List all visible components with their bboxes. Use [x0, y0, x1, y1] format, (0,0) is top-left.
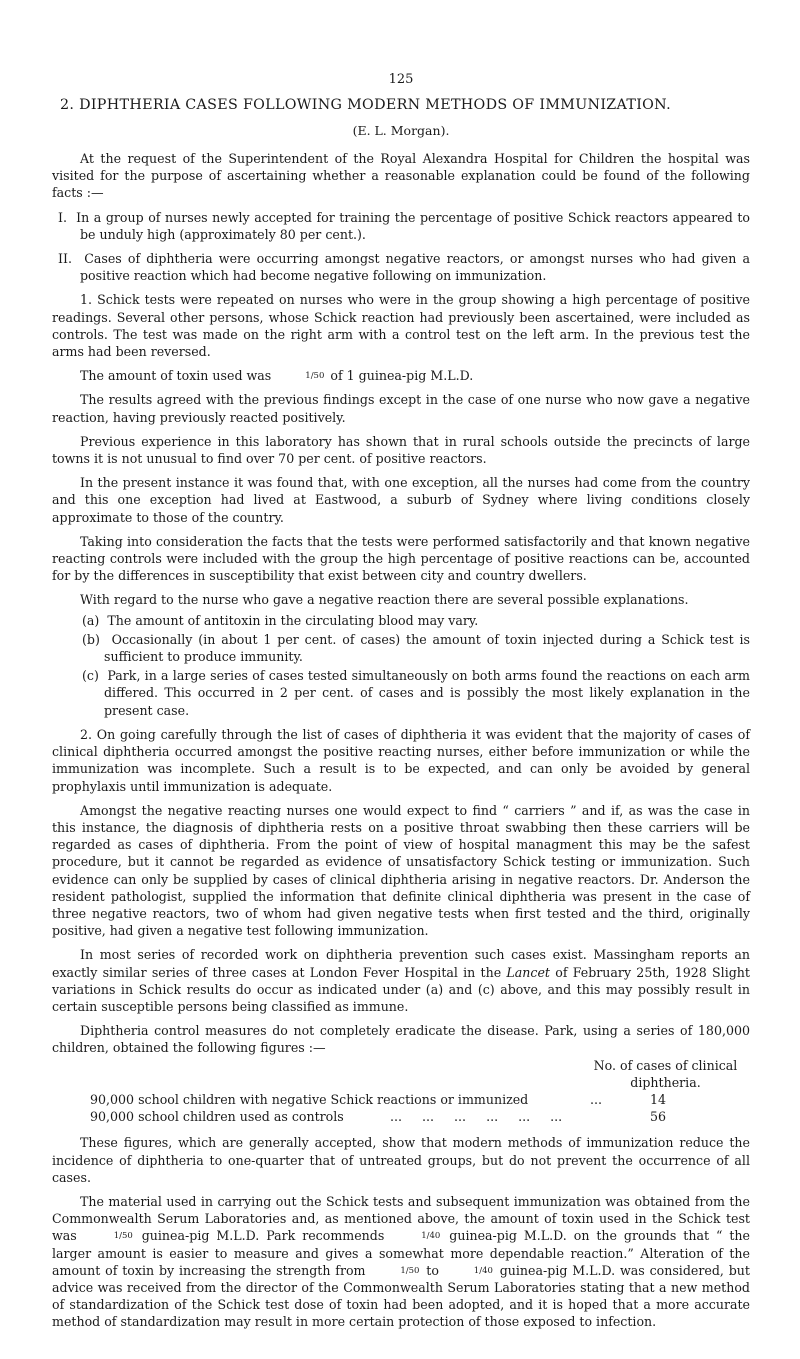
park-figures-table [52, 1057, 750, 1126]
paragraph-control-measures: Diphtheria control measures do not completely eradicate the disease. Park, using a series of 180,000 children, obtained the following figures :— [52, 1023, 750, 1056]
intro-paragraph: At the request of the Superintendent of the Royal Alexandra Hospital for Children the hospital was visited for the purpose of ascertaining whether a reasonable explanation could be found of the following facts :— [52, 151, 750, 201]
paragraph-toxin-amount: The amount of toxin used was 1/50 of 1 guinea-pig M.L.D. [80, 368, 474, 384]
explanation-c: (c) Park, in a large series of cases tested simultaneously on both arms found the reactions on each arm differed. This occurred in 2 per cent. of cases and is possibly the most likely explanation in the present case. [82, 668, 750, 718]
fraction: 1/40 [473, 1265, 493, 1276]
paragraph-results: The results agreed with the previous findings except in the case of one nurse who now gave a negative reaction, having previously reacted positively. [52, 392, 750, 425]
paragraph-case-list: 2. On going carefully through the list of cases of diphtheria it was evident that the majority of cases of clinical diphtheria occurred amongst the positive reacting nurses, either before immunization or while the immunization was incomplete. Such a result is to be expected, and can only be avoided by general prophylaxis until immunization is adequate. [52, 726, 750, 794]
paragraph-figures-accepted: These figures, which are generally accepted, show that modern methods of immunization reduce the incidence of diphtheria to one-quarter that of untreated groups, but do not prevent the occurrence of all cases. [52, 1135, 750, 1185]
article-author: (E. L. Morgan). [352, 123, 450, 138]
fraction: 1/50 [113, 1231, 133, 1242]
fraction: 1/40 [421, 1231, 441, 1242]
page-number: 125 [388, 72, 414, 87]
article-title: 2. DIPHTHERIA CASES FOLLOWING MODERN METHODS OF IMMUNIZATION. [60, 97, 671, 113]
fraction: 1/50 [400, 1265, 420, 1276]
paragraph-consideration: Taking into consideration the facts that the tests were performed satisfactorily and that known negative reacting controls were included with the group the high percentage of positive reactions can be, accounted for by the differences in susceptibility that exist between city and country dwellers. [52, 533, 750, 584]
fraction: 1/50 [305, 371, 325, 382]
paragraph-present-instance: In the present instance it was found that, with one exception, all the nurses had come from the country and this one exception had lived at Eastwood, a suburb of Sydney where living conditions closely approximate to those of the country. [52, 475, 750, 525]
paragraph-recorded-work: In most series of recorded work on diphtheria prevention such cases exist. Massingham reports an exactly similar series of three cases at London Fever Hospital in the Lancet of February 25th, 1928 Slight variations in Schick results do occur as indicated under (a) and (c) above, and this may possibly result in certain susceptible persons being classified as immune. [52, 947, 750, 1014]
paragraph-carriers: Amongst the negative reacting nurses one would expect to find “ carriers ” and if, as was the case in this instance, the diagnosis of diphtheria rests on a positive throat swabbing then these carriers will be regarded as cases of diphtheria. From the point of view of hospital managment this may be the safest procedure, but it cannot be regarded as evidence of unsatisfactory Schick testing or immunization. Such evidence can only be supplied by cases of clinical diphtheria arising in negative reactors. Dr. Anderson the resident pathologist, supplied the information that definite clinical diphtheria was present in the case of three negative reactors, two of whom had given negative tests when first tested and the third, originally positive, had given a negative test following immunization. [52, 802, 750, 939]
journal-name: Lancet [506, 964, 550, 980]
fact-2: II. Cases of diphtheria were occurring amongst negative reactors, or amongst nurses who had given a positive reaction which had become negative following on immunization. [58, 251, 750, 284]
table-row: 90,000 school children with negative Schick reactions or immunized ... 14 [90, 1091, 667, 1107]
table-header: No. of cases of clinical diphtheria. [593, 1057, 738, 1090]
paragraph-previous-experience: Previous experience in this laboratory has shown that in rural schools outside the precincts of large towns it is not unusual to find over 70 per cent. of positive reactors. [52, 433, 750, 467]
paragraph-material: The material used in carrying out the Schick tests and subsequent immunization was obtained from the Commonwealth Serum Laboratories and, as mentioned above, the amount of toxin used in the Schick test was 1/50 guinea-pig M.L.D. Park recommends 1/40 guinea-pig M.L.D. on the grounds that “ the larger amount is easier to measure and gives a somewhat more dependable reaction.” Alteration of the amount of toxin by increasing the strength from 1/50 to 1/40 guinea-pig M.L.D. was considered, but advice was received from the director of the Commonwealth Serum Laboratories stating that a new method of standardization of the Schick test dose of toxin had been adopted, and it is hoped that a more accurate method of standardization may result in more certain protection of those exposed to infection. [52, 1193, 750, 1330]
paragraph-schick-repeat: 1. Schick tests were repeated on nurses who were in the group showing a high percentage of positive readings. Several other persons, whose Schick reaction had previously been ascertained, were included as controls. The test was made on the right arm with a control test on the left arm. In the previous test the arms had been reversed. [52, 292, 750, 360]
table-row: 90,000 school children used as controls ... ... ... ... ... ... 56 [90, 1109, 667, 1125]
fact-1: I. In a group of nurses newly accepted for training the percentage of positive Schick reactors appeared to be unduly high (approximately 80 per cent.). [58, 209, 751, 242]
explanation-a: (a) The amount of antitoxin in the circulating blood may vary. [82, 612, 479, 628]
explanation-b: (b) Occasionally (in about 1 per cent. of cases) the amount of toxin injected during a Schick test is sufficient to produce immunity. [82, 631, 750, 665]
paragraph-explanations-intro: With regard to the nurse who gave a negative reaction there are several possible explanations. [80, 592, 689, 608]
